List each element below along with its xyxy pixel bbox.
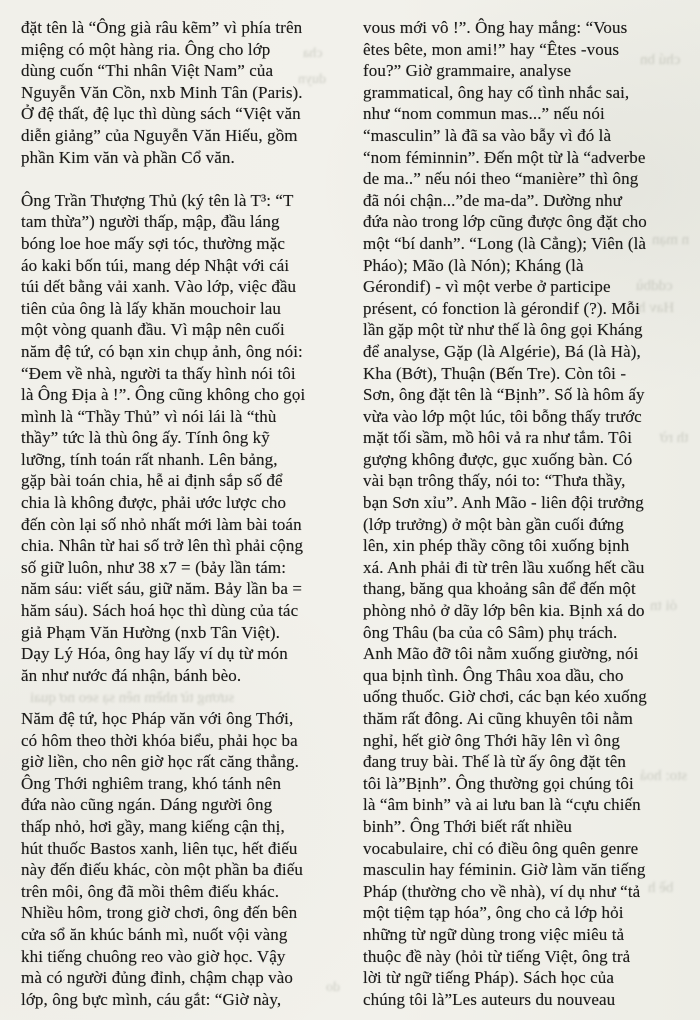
text-line: ông Thâu (ba của cô Sâm) phụ trách.	[363, 622, 618, 642]
text-line: présent, có fonction là gérondif (?). Mỗi	[363, 298, 640, 318]
text-line: lưỡng, tính toán rất nhanh. Lên bảng,	[21, 449, 278, 469]
text-line: đặt tên là “Ông già râu kẽm” vì phía trên	[21, 18, 303, 37]
bleedthrough-artifact: n mạn	[652, 232, 690, 248]
bleedthrough-artifact: Hav h	[638, 300, 675, 316]
text-line: tôi là”Bịnh”. Ông thường gọi chúng tôi	[363, 773, 634, 793]
text-line: Nguyễn Văn Cồn, nxb Minh Tân (Paris).	[21, 82, 303, 102]
text-line: thang, băng qua khoảng sân để đến một	[363, 579, 636, 599]
text-line: lên, xin phép thầy cõng tôi xuống bịnh	[363, 536, 630, 556]
text-line: xá. Anh phải đi từ trên lầu xuống hết cầu	[363, 557, 645, 577]
paragraph	[21, 190, 349, 687]
bleedthrough-artifact: th rờ	[660, 430, 689, 446]
paragraph	[21, 17, 349, 168]
text-line: bạn Sơn xỉu”. Anh Mão - liên đội trưởng	[363, 493, 644, 513]
text-line: mặt tối sầm, mồ hôi vả ra như tắm. Tôi	[363, 428, 633, 448]
text-line: uống thuốc. Giờ chơi, các bạn kéo xuống	[363, 687, 647, 707]
text-line: miệng có một hàng ria. Ông cho lớp	[21, 39, 271, 59]
paragraph	[363, 17, 695, 1010]
text-line: Anh Mão đỡ tôi nằm xuống giường, nói	[363, 644, 639, 664]
text-line: binh”. Ông Thới biết rất nhiều	[363, 816, 573, 836]
bleedthrough-artifact: duyn	[298, 72, 326, 87]
text-line: Ông Trần Thượng Thủ (ký tên là T³: “T	[21, 190, 294, 210]
text-line: chia là không được, phải ước lược cho	[21, 493, 287, 513]
text-line: diễn giảng” của Nguyễn Văn Hiếu, gồm	[21, 125, 298, 145]
text-line: Ở đệ thất, đệ lục thì dùng sách “Việt văn	[21, 104, 301, 124]
text-line: “masculin” là đã sa vào bẫy vì đó là	[363, 125, 612, 145]
text-line: giả Phạm Văn Hường (nxb Tân Việt).	[21, 622, 281, 642]
text-line: de ma..” nếu nói theo “manière” thì ông	[363, 169, 639, 189]
text-line: thuộc đề này (hỏi từ tiếng Việt, ông trả	[363, 946, 631, 966]
text-line: (lớp trưởng) ở một bàn gần cuối đứng	[363, 514, 624, 534]
text-line: vocabulaire, chỉ có điều ông quên genre	[363, 838, 639, 858]
text-line: Năm đệ tứ, học Pháp văn với ông Thới,	[21, 709, 294, 728]
text-line: qua bịnh tình. Ông Thâu xoa dầu, cho	[363, 665, 624, 685]
text-line: để analyse, Gặp (là Algérie), Bá (là Hà),	[363, 341, 641, 361]
text-line: khi tiếng chuông reo vào giờ học. Vậy	[21, 946, 286, 966]
text-line: vous mới vô !”. Ông hay mắng: “Vous	[363, 18, 628, 37]
text-line: thăm rất đông. Ai cũng khuyên tôi nằm	[363, 709, 633, 728]
text-line: những từ ngữ dùng trong việc miêu tả	[363, 924, 625, 944]
text-line: tiên của ông là lấy khăn mouchoir lau	[21, 298, 282, 318]
text-line: gặp bài toán chia, hễ ai định sắp số để	[21, 471, 283, 491]
text-line: ăn như nước đá nhận, bánh bèo.	[21, 665, 242, 685]
text-line: êtes bête, mon ami!” hay “Êtes -vous	[363, 39, 620, 59]
text-line: như “nom commun mas...” nếu nói	[363, 104, 605, 124]
text-line: mà có người đủng đỉnh, chậm chạp vào	[21, 968, 294, 988]
text-line: đang truy bài. Thế là từ ấy ông đặt tên	[363, 752, 627, 772]
text-line: là “âm binh” và ai lưu ban là “cựu chiến	[363, 795, 641, 815]
text-line: hút thuốc Bastos xanh, liên tục, hết điếu	[21, 838, 298, 858]
text-line: đứa nào cũng ngán. Dáng người ông	[21, 795, 273, 815]
text-line: lớp, ông bực mình, cáu gắt: “Giờ này,	[21, 989, 282, 1009]
text-column-left	[21, 17, 349, 1010]
text-line: một “bí danh”. “Long (là Cẳng); Viên (là	[363, 233, 647, 253]
text-line: bóng loe hoe mấy sợi tóc, thường mặc	[21, 233, 286, 253]
bleedthrough-artifact: cddbù	[636, 278, 673, 294]
text-line: dùng cuốn “Thi nhân Việt Nam” của	[21, 61, 274, 81]
bleedthrough-artifact: bề h	[648, 880, 674, 896]
text-line: đã nói chận...”de ma-da”. Dường như	[363, 190, 622, 210]
bleedthrough-artifact: cha	[303, 46, 323, 61]
text-line: túi dết bằng vải xanh. Vào lớp, việc đầu	[21, 277, 297, 297]
text-line: tam thừa”) người thấp, mập, đầu láng	[21, 212, 280, 232]
text-line: Pháo); Mão (là Nón); Kháng (là	[363, 255, 584, 275]
text-line: Sơn, ông đặt tên là “Bịnh”. Số là hôm ấy	[363, 385, 645, 405]
paragraph	[21, 708, 349, 1010]
text-line: Ông Thới nghiêm trang, khó tánh nên	[21, 773, 282, 793]
text-line: thấp nhỏ, hơi gầy, mang kiếng cận thị,	[21, 816, 285, 836]
text-line: áo kaki bốn túi, mang dép Nhật với cái	[21, 255, 290, 275]
text-line: có hôm theo thời khóa biểu, phải học ba	[21, 730, 298, 750]
text-line: masculin hay féminin. Giờ làm văn tiếng	[363, 860, 646, 880]
text-line: fou?” Giờ grammaire, analyse	[363, 61, 572, 81]
text-line: Nhiều hôm, trong giờ chơi, ông đến bên	[21, 903, 298, 923]
bleedthrough-artifact: ỏi tn	[650, 598, 678, 614]
text-line: lần gặp một từ như thế là ông gọi Kháng	[363, 320, 643, 340]
text-line: đứa nào trong lớp cũng được ông đặt cho	[363, 212, 647, 232]
text-line: vừa vào lớp một lúc, tôi bỗng thấy trước	[363, 406, 642, 426]
text-line: mình là “Thầy Thủ” vì nói lái là “thù	[21, 406, 277, 426]
bleedthrough-artifact: do	[326, 980, 340, 995]
text-line: đến còn lại số nhỏ nhất mới làm bài toán	[21, 514, 302, 534]
text-line: giờ liền, cho nên giờ học rất căng thẳng.	[21, 752, 299, 772]
text-line: phần Kim văn và phần Cổ văn.	[21, 147, 235, 167]
text-line: thầy” tức là thù ông ấy. Tính ông kỹ	[21, 428, 270, 448]
text-line: Kha (Bớt), Thuận (Bến Tre). Còn tôi -	[363, 363, 627, 383]
text-line: Pháp (thường cho về nhà), ví dụ như “tả	[363, 881, 641, 901]
text-line: hăm sáu). Sách hoá học thì dùng của tác	[21, 601, 299, 621]
text-line: nghỉ, hết giờ ông Thới hãy lên vì ông	[363, 730, 620, 750]
text-line: một vòng quanh đầu. Vì mập nên cuối	[21, 320, 285, 340]
text-line: vài bạn trông thấy, nói to: “Thưa thầy,	[363, 471, 626, 491]
text-line: lời từ ngữ tiếng Pháp). Sách học của	[363, 968, 615, 988]
text-line: “Đem về nhà, người ta thấy hình nói tôi	[21, 363, 296, 383]
text-line: Gérondif) - vì một verbe ở participe	[363, 277, 611, 297]
text-line: chúng tôi là”Les auteurs du nouveau	[363, 989, 616, 1009]
text-line: Dạy Lý Hóa, ông hay lấy ví dụ từ món	[21, 644, 288, 664]
text-line: phòng nhỏ ở dãy lớp bên kia. Bịnh xá do	[363, 601, 645, 621]
bleedthrough-artifact: sto: hoả	[640, 768, 688, 784]
text-line: này đến điếu khác, còn một phần ba điếu	[21, 860, 303, 880]
text-line: một tiệm tạp hóa”, ông cho cả lớp hỏi	[363, 903, 624, 923]
text-column-right	[363, 17, 695, 1010]
text-line: gượng không được, gục xuống bàn. Có	[363, 449, 633, 469]
text-line: grammatical, ông hay cố tình nhắc sai,	[363, 82, 630, 102]
bleedthrough-artifact: sương từ nhềm nên sạ seo nơ quai	[30, 690, 235, 706]
text-line: cửa sổ ăn khúc bánh mì, nuốt vội vàng	[21, 924, 288, 944]
text-line: số giữ luôn, như 38 x7 = (bảy lần tám:	[21, 557, 287, 577]
text-line: trên môi, ông đã mồi thêm điếu khác.	[21, 881, 280, 901]
text-line: “nom féminnin”. Đến một từ là “adverbe	[363, 147, 646, 167]
text-line: chia. Nhân từ hai số trở lên thì phải cộng	[21, 536, 304, 556]
text-line: năm đệ tứ, có bạn xin chụp ảnh, ông nói:	[21, 341, 303, 361]
bleedthrough-artifact: chú bn	[640, 52, 681, 68]
text-line: là Ông Địa à !”. Ông cũng không cho gọi	[21, 385, 306, 405]
text-line: năm sáu: viết sáu, giữ năm. Bảy lần ba =	[21, 579, 303, 599]
